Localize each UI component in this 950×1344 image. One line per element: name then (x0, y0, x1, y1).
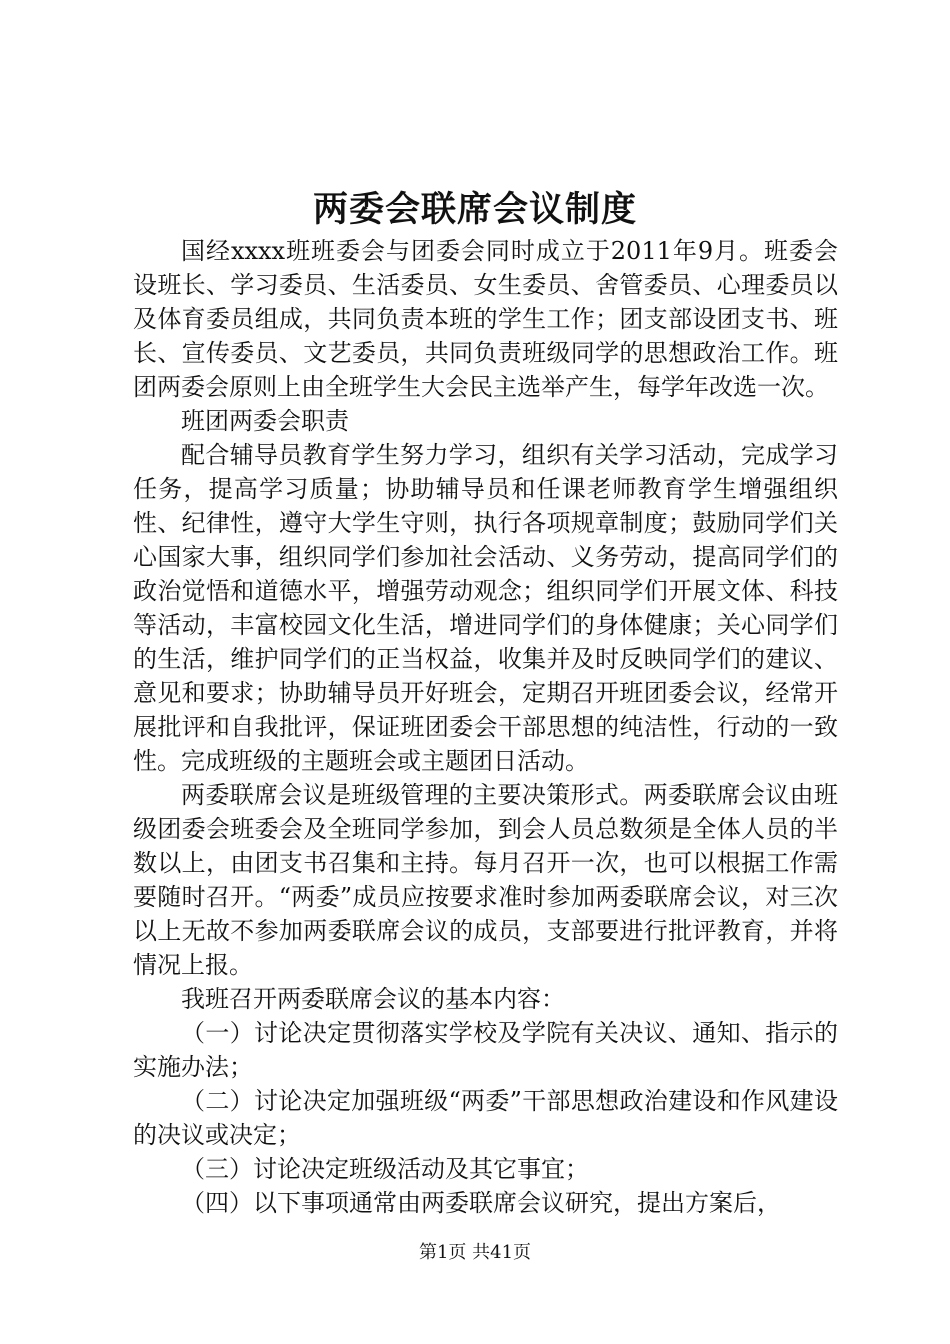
document-body (133, 234, 838, 1220)
paragraph-duties-heading: 班团两委会职责 (181, 407, 349, 435)
paragraph-duties: 配合辅导员教育学生努力学习，组织有关学习活动，完成学习任务，提高学习质量；协助辅导员和任课老师教育学生增强组织性、纪律性，遵守大学生守则，执行各项规章制度；鼓励同学们关心国家大事，组织同学们参加社会活动、义务劳动，提高同学们的政治觉悟和道德水平，增强劳动观念；组织同学们开展文体、科技等活动，丰富校园文化生活，增进同学们的身体健康；关心同学们的生活，维护同学们的正当权益，收集并及时反映同学们的建议、意见和要求；协助辅导员开好班会，定期召开班团委会议，经常开展批评和自我批评，保证班团委会干部思想的纯洁性，行动的一致性。完成班级的主题班会或主题团日活动。 (133, 441, 838, 775)
page-footer: 第1页 共41页 (418, 1242, 532, 1263)
paragraph-item-2: （二）讨论决定加强班级“两委”干部思想政治建设和作风建设的决议或决定； (133, 1087, 838, 1149)
document-title: 两委会联席会议制度 (312, 189, 637, 230)
paragraph-item-4: （四）以下事项通常由两委联席会议研究，提出方案后， (181, 1189, 781, 1217)
paragraph-item-1: （一）讨论决定贯彻落实学校及学院有关决议、通知、指示的实施办法； (133, 1019, 838, 1081)
paragraph-joint-meeting: 两委联席会议是班级管理的主要决策形式。两委联席会议由班级团委会班委会及全班同学参加，到会人员总数须是全体人员的半数以上，由团支书召集和主持。每月召开一次，也可以根据工作需要随时召开。“两委”成员应按要求准时参加两委联席会议，对三次以上无故不参加两委联席会议的成员，支部要进行批评教育，并将情况上报。 (133, 781, 838, 979)
paragraph-item-3: （三）讨论决定班级活动及其它事宜； (181, 1155, 589, 1183)
paragraph-intro: 国经xxxx班班委会与团委会同时成立于2011年9月。班委会设班长、学习委员、生活委员、女生委员、舍管委员、心理委员以及体育委员组成，共同负责本班的学生工作；团支部设团支书、班长、宣传委员、文艺委员，共同负责班级同学的思想政治工作。班团两委会原则上由全班学生大会民主选举产生，每学年改选一次。 (133, 237, 838, 401)
paragraph-basic-content: 我班召开两委联席会议的基本内容： (181, 985, 565, 1013)
